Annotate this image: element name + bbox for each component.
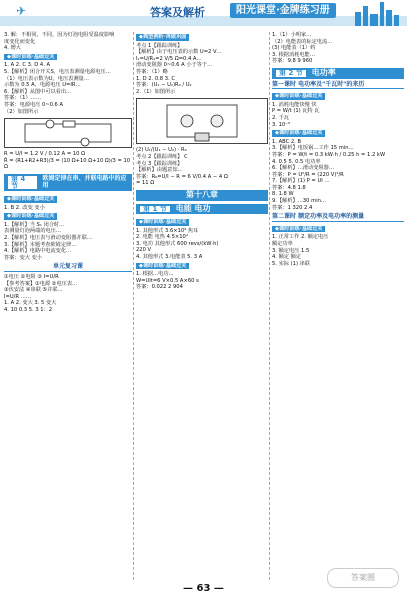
- section-heading: ◆课时训练·基础过关: [272, 93, 325, 100]
- answer-line: 答案：9.8 9 960: [272, 58, 313, 65]
- answer-line: 答案：电源电压 0~0.6 A: [4, 101, 64, 108]
- section-heading: ◆课时训练·基础过关: [4, 213, 57, 220]
- answer-line: (3) 电能表（1）约: [272, 45, 316, 52]
- bird-icon: ✈: [16, 4, 27, 18]
- section-heading: ◆课时训练·基础过关: [4, 196, 57, 203]
- answer-line: 5. 实际 (1) 串联: [272, 260, 310, 267]
- section-heading: ◆课时训练·基础过关: [136, 219, 189, 226]
- answer-line: 答案：变大 变小: [4, 254, 42, 261]
- chapter-tag: 第十八章: [186, 189, 218, 199]
- answer-line: 8. 1.8 W: [272, 191, 294, 198]
- answer-line: 5.【解析】闭合开关S，电压表测量电源电压…: [4, 68, 111, 75]
- answer-line: 【解析】由题意知…: [136, 167, 183, 174]
- answer-line: 考点 1【跟踪训练】: [136, 42, 183, 49]
- answer-line: 1. 其他形式 3.6×10⁶ 焦耳: [136, 227, 199, 234]
- answer-line: 1.【解析】当 S₁ 闭合时…: [4, 221, 65, 228]
- section-4-title: 欧姆定律在串、并联电路中的应用: [42, 174, 127, 189]
- section-heading: ◆课时训练·基础过关: [4, 54, 57, 61]
- answer-line: 3.【解析】电饭锅…工作 15 min…: [272, 145, 354, 152]
- answer-line: 【解析】由于电压表的示数 U=2 V…: [136, 49, 222, 56]
- lesson-2-title: 第二课时 额定功率及电功率的测量: [272, 214, 404, 222]
- circuit-photo: [136, 98, 268, 144]
- section-1-title: 电能 电功: [175, 203, 211, 213]
- answer-line: 【参考答案】①电源 ②电压表…: [4, 280, 78, 287]
- answer-line: 2. 电能 电热 4.5×10⁴: [136, 234, 188, 241]
- answer-line: 额定功率: [272, 241, 293, 248]
- answer-line: 考点 2【跟踪训练】 C: [136, 153, 188, 160]
- answer-line: 3. 10⁻³: [272, 121, 291, 128]
- section-heading: ◆课时训练·基础过关: [136, 263, 189, 270]
- answer-line: 2.【解析】电压表与滑动变阻器并联…: [4, 235, 92, 242]
- formula-line: R = U/I = 1.2 V / 0.12 A = 10 Ω: [4, 151, 86, 158]
- answer-line: 3. 根据消耗电能…: [272, 51, 315, 58]
- answer-line: （2）电能表的标定电流…: [272, 38, 333, 45]
- watermark-logo: 答案圈: [327, 568, 399, 588]
- answer-line: 1. B 2. 改变 变小: [4, 204, 45, 211]
- answer-line: 9.【解析】…30 min…: [272, 198, 327, 205]
- answer-line: 答案：（1）略: [136, 68, 168, 75]
- answer-line: I=U/R ……: [4, 293, 32, 300]
- section-heading: ◆课时训练·基础过关: [272, 226, 325, 233]
- column-1: [4, 32, 132, 314]
- answer-line: 答案：4.8 1.8: [272, 184, 306, 191]
- answer-line: 答案：0.022 2 904: [136, 284, 183, 291]
- column-divider: [269, 32, 270, 580]
- answer-line: 2. 千瓦: [272, 114, 289, 121]
- answer-line: W=UIt=6 V×0.5 A×60 s: [136, 277, 199, 284]
- answer-line: 度变化而变化: [4, 38, 36, 45]
- answer-line: （1）电压表示数为U，电压表测量…: [4, 75, 89, 82]
- answer-line: 3. 电功 其他形式 600 revs/(kW·h): [136, 240, 219, 247]
- column-2: [136, 32, 268, 291]
- answer-line: ③伏安法 ④串联 ⑤并联…: [4, 287, 63, 294]
- section-4-bar: [4, 174, 132, 191]
- answer-line: 4. 其他形式 3.电能表 5. 3 A: [136, 254, 203, 261]
- page-number: — 63 —: [183, 583, 224, 594]
- answer-line: 3. 额定电压 1.5: [272, 247, 310, 254]
- section-heading: ◆课时训练·基础过关: [272, 130, 325, 137]
- answer-line: I₁=U/R₁=2 V/5 Ω=0.4 A…: [136, 55, 202, 62]
- section-2-bar: [272, 68, 404, 79]
- answer-line: 示数为 0.5 A，电源电压 U=IR…: [4, 82, 81, 89]
- section-2-tag: 第 2 节: [276, 70, 306, 77]
- answer-line: 4. 0.5 5. 0.5 电功率: [272, 158, 321, 165]
- answer-line: 1. A 2. 变大 3. 5 变大: [4, 300, 57, 307]
- answer-line: 考点 3【跟踪训练】: [136, 160, 183, 167]
- formula-line: R̄ = (R1+R2+R3)/3 = (10 Ω+10 Ω+10 Ω)/3 = 10 Ω: [4, 157, 131, 171]
- answer-line: 4. 额定 额定: [272, 254, 301, 261]
- answer-line: 3.【解析】本题考查欧姆定律…: [4, 241, 77, 248]
- column-divider: [133, 32, 134, 580]
- column-3: [272, 32, 404, 267]
- section-4-tag: 第 4 节: [8, 176, 37, 189]
- answer-line: 答案：P = U²/R = (220 V)²/R: [272, 171, 344, 178]
- answer-line: 答案：1 320 2.4: [272, 204, 313, 211]
- answer-line: 7.【解析】(1) P = UI …: [272, 178, 330, 185]
- answer-line: 答案：（1）……: [4, 95, 42, 102]
- answer-line: = 11 Ω: [136, 180, 155, 187]
- section-1-bar: [136, 204, 268, 215]
- review-title: 单元复习课: [4, 264, 132, 272]
- answer-line: 2.（1）如图所示: [136, 88, 176, 95]
- answer-line: （2）如图所示: [4, 108, 39, 115]
- page-header: [0, 0, 407, 30]
- answer-line: 答案：(U₁ − U₂)R₀ / U₂: [136, 82, 192, 89]
- answer-line: 1. A 2. C 3. D 4. A: [4, 62, 51, 69]
- answer-line: 4. 增大: [4, 45, 21, 52]
- answer-line: 1. 消耗电能快慢 快: [272, 101, 317, 108]
- answer-line: 表测量灯泡两端的电压…: [4, 228, 62, 235]
- answer-line: 4. 10 0.3 5. 3 1：2: [4, 307, 53, 313]
- skyline-icon: [353, 0, 401, 26]
- answer-line: 220 V: [136, 247, 152, 254]
- answer-line: 1. 正常工作 2. 额定电压: [272, 234, 329, 241]
- section-2-title: 电功率: [311, 67, 336, 77]
- section-heading: ◆典型例析·再做巩固: [136, 34, 189, 41]
- answer-line: 3. 解：不相同，不同，因为灯泡电阻受温度影响: [4, 32, 115, 38]
- answer-line: P = W/t (1) 瓦特 瓦: [272, 108, 320, 115]
- answer-line: 1. D 2. 0.8 3. C: [136, 75, 175, 82]
- circuit-diagram: [4, 118, 132, 148]
- answer-line: 答案：P = W/t = 0.3 kW·h / 0.25 h = 1.2 kW: [272, 151, 386, 158]
- answer-line: 1. ABC 2. B: [272, 138, 302, 145]
- answer-line: 4.【解析】电路中电流变化…: [4, 248, 72, 255]
- answer-line: 滑动变阻器 0~0.6 A 小于等于…: [136, 62, 213, 69]
- answer-line: 6.【解析】从图中可以看出…: [4, 88, 72, 95]
- section-1-tag: 第 1 节: [140, 206, 170, 213]
- answer-line: 答案：R₀=U/I − R = 6 V/0.4 A − 4 Ω: [136, 173, 228, 180]
- answer-line: 6.【解析】…滑动变阻器…: [272, 165, 335, 172]
- answer-line: ①电压 ②电阻 ③ I=U/R: [4, 274, 59, 281]
- answer-line: 1. 根据…电功…: [136, 271, 174, 278]
- lesson-1-title: 第一课时 电功率及"千瓦时"的来历: [272, 82, 404, 90]
- chapter-18-bar: [136, 190, 268, 201]
- header-brand: 阳光课堂·金牌练习册: [230, 3, 336, 18]
- header-title: 答案及解析: [150, 6, 205, 19]
- answer-line: (2) U₁/(U₁ − U₂) · R₀: [136, 147, 187, 154]
- answer-line: 1.（1）小明家…: [272, 32, 312, 38]
